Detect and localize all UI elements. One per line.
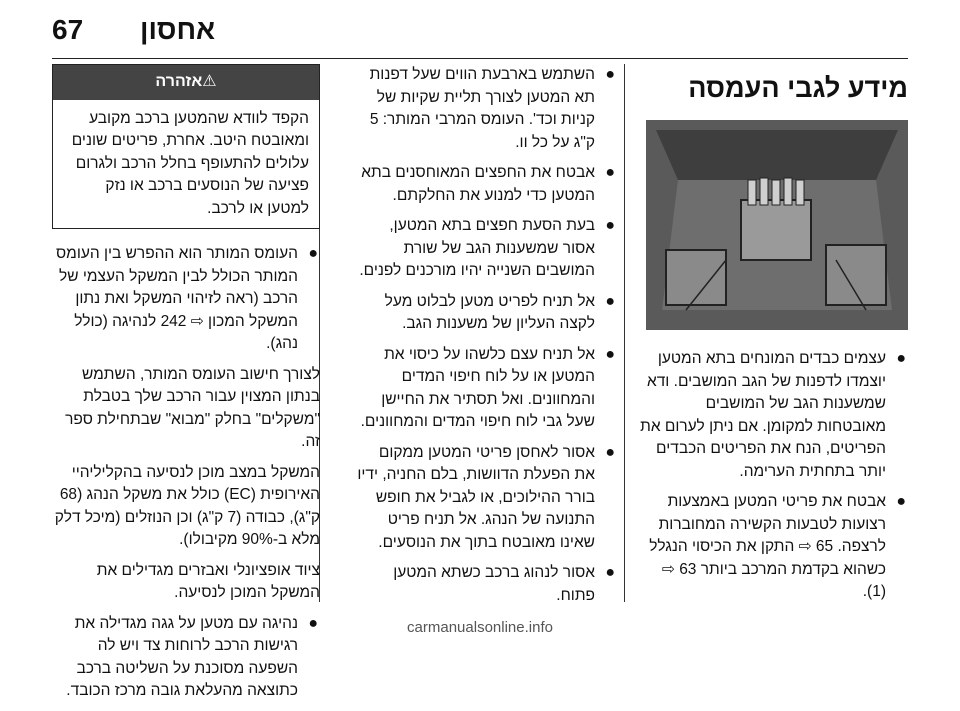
list-item: ● אל תניח עצם כלשהו על כיסוי את המטען או על לוח חיפוי המדים והמחוונים. ואל תסתיר את החיישן שעל גבי לוח חיפוי המדים והמחוונים. [360, 345, 615, 430]
paragraph: המשקל במצב מוכן לנסיעה בהקליליהיי האירופית (EC) כולל את משקל הנהג (68 ק"ג), כבודה (7 ק"ג) וכן הנוזלים (מיכל דלק מלא ב-90% מקיבולו). [54, 463, 320, 548]
trunk-photo-icon [646, 120, 908, 330]
column-divider [624, 64, 625, 602]
column-middle [355, 64, 617, 615]
list-item: ● אסור לנהוג ברכב כשתא המטען פתוח. [393, 564, 615, 604]
loading-info-list [355, 64, 617, 607]
column-left [52, 64, 320, 711]
page-number: 67 [52, 14, 84, 45]
list-item: ● השתמש בארבעת הווים שעל דפנות תא המטען לצורך תליית שקיות של קניות וכד'. העומס המרבי המותר: 5 ק"ג על כל וו. [369, 66, 615, 151]
loading-info-list [638, 348, 908, 604]
warning-box [52, 64, 320, 229]
list-item: ● אבטח את פריטי המטען באמצעות רצועות לטבעות הקשירה המחוברות לרצפה. 65 ⇨ התקן את הכיסוי הנגלל כשהוא בקדמת המרכב ביותר 63 ⇨ (1). [649, 493, 906, 600]
paragraph: לצורך חישוב העומס המותר, השתמש בנתון המצוין עבור הרכב שלך בטבלת "משקלים" בחלק "מבוא" שבתחילת ספר זה. [65, 365, 320, 450]
warning-text: הקפד לוודא שהמטען ברכב מקובע ומאובטח היטב. אחרת, פריטים שונים עלולים להתעופף בחלל הרכב ולגרום פציעה של הנוסעים ברכב או נזק למטען או לרכב. [71, 109, 309, 217]
load-weight-list [52, 243, 320, 356]
page-header [0, 8, 960, 56]
list-item: ● אבטח את החפצים המאוחסנים בתא המטען כדי למנוע את החלקתם. [361, 164, 615, 204]
trunk-loading-illustration [646, 120, 908, 330]
list-item: ● אסור לאחסן פריטי המטען ממקום את הפעלת הדוושות, בלם החניה, ידיו בורר ההילוכים, או לגביל את חופש התנועה של הנהג. אל תניח פריט שאינו מאובטח בתוך את הנוסעים. [357, 443, 615, 551]
warning-title: ⚠אזהרה [53, 65, 319, 100]
header-rule [52, 58, 908, 59]
list-item: ● בעת הסעת חפצים בתא המטען, אסור שמשענות הגב של שורת המושבים השנייה יהיו מורכנים לפנים. [359, 217, 615, 279]
section-title: אחסון [140, 14, 216, 45]
paragraph: ציוד אופציונלי ואבזרים מגדילים את המשקל המוכן לנסיעה. [96, 561, 320, 601]
column-right [638, 64, 908, 612]
list-item: ● נהיגה עם מטען על גגה מגדילה את רגישות הרכב לרוחות צד ויש לה השפעה מסוכנת על השליטה ברכב כתוצאה מהעלאת גובה מרכז הכובד. [66, 614, 318, 699]
list-item: ● העומס המותר הוא ההפרש בין העומס המותר הכולל לבין המשקל העצמי של הרכב (ראה לזיהוי המשקל ואת נתון המשקל המכון ⇨ 242 לנהיגה (כולל נהג). [56, 245, 318, 352]
section-heading: מידע לגבי העמסה [688, 73, 908, 103]
list-item: ● אל תניח לפריט מטען לבלוט מעל לקצה העליון של משענות הגב. [384, 292, 615, 332]
watermark: carmanualsonline.info [407, 619, 553, 636]
list-item: ● עצמים כבדים המונחים בתא המטען יוצמדו לדפנות של הגב המושבים. ודא שמשענות הגב של המושבים מאובטחות למקומן. אם ניתן לערום את הפריטים, הנח את הפריטים הכבדים יותר בתחתית הערימה. [640, 350, 906, 480]
